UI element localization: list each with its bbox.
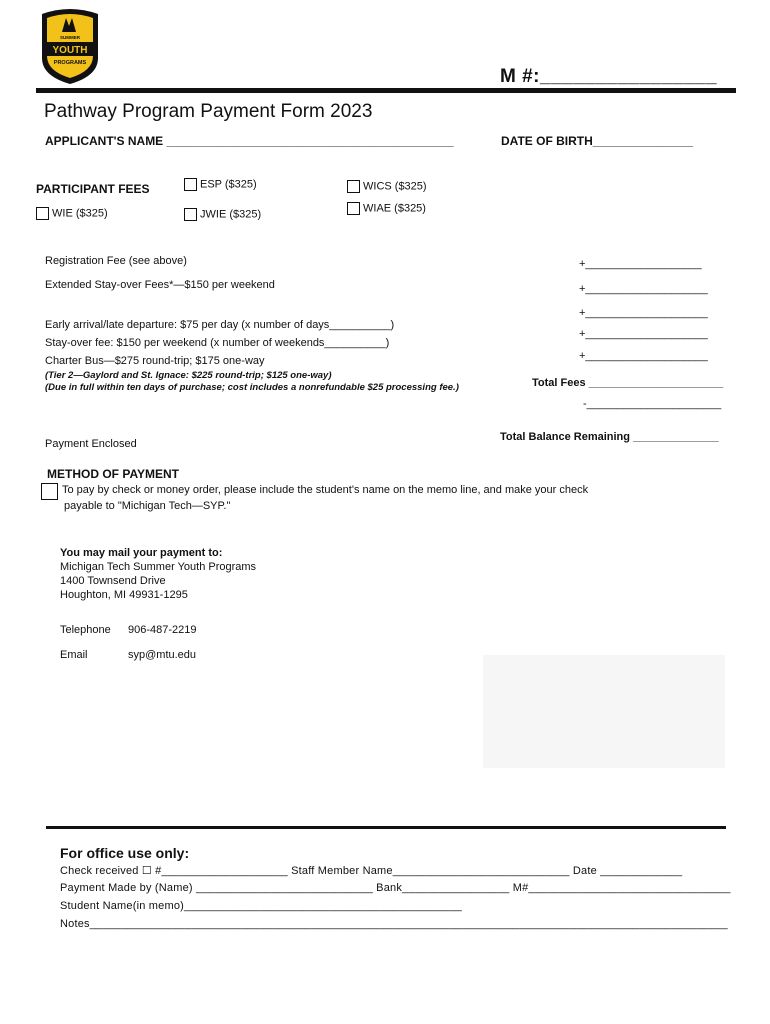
applicant-name-field[interactable]: APPLICANT'S NAME ___________________________________________	[45, 134, 454, 148]
registration-fee-label: Registration Fee (see above)	[45, 255, 187, 267]
method-of-payment-heading: METHOD OF PAYMENT	[47, 467, 180, 481]
check-payment-checkbox[interactable]	[41, 483, 58, 500]
check-received-row[interactable]: Check received ☐ #____________________ Staff Member Name____________________________ Date _____________	[60, 865, 683, 877]
mail-address-line1: Michigan Tech Summer Youth Programs	[60, 561, 257, 573]
svg-text:YOUTH: YOUTH	[52, 45, 88, 56]
wiae-checkbox[interactable]	[347, 202, 360, 215]
total-balance-field[interactable]: Total Balance Remaining ______________	[500, 431, 719, 443]
wics-option[interactable]	[347, 180, 427, 193]
mail-address-line2: 1400 Townsend Drive	[60, 575, 166, 587]
payment-minus-field[interactable]: -______________________	[583, 398, 722, 410]
esp-checkbox[interactable]	[184, 178, 197, 191]
tier-note: (Tier 2—Gaylord and St. Ignace: $225 round-trip; $125 one-way)	[45, 370, 332, 381]
blank-fee-field[interactable]: +____________________	[579, 307, 708, 319]
svg-text:PROGRAMS: PROGRAMS	[53, 60, 87, 66]
mail-heading: You may mail your payment to:	[60, 547, 223, 559]
extended-stay-field[interactable]: +____________________	[579, 283, 708, 295]
student-name-row[interactable]: Student Name(in memo)____________________________________________	[60, 900, 463, 912]
due-note: (Due in full within ten days of purchase; cost includes a nonrefundable $25 processing fee.)	[45, 382, 459, 393]
check-instructions-line1: To pay by check or money order, please include the student's name on the memo line, and make your check	[62, 484, 589, 496]
jwie-checkbox[interactable]	[184, 208, 197, 221]
stay-over-label: Stay-over fee: $150 per weekend (x number of weekends__________)	[45, 337, 390, 349]
m-number-field[interactable]: M #:________________	[500, 66, 718, 87]
esp-option[interactable]	[184, 178, 257, 191]
registration-fee-field[interactable]: +___________________	[579, 258, 702, 270]
svg-text:SUMMER: SUMMER	[60, 35, 80, 40]
jwie-option[interactable]	[184, 208, 261, 221]
telephone-label: Telephone	[60, 624, 111, 636]
jwie-label: JWIE ($325)	[200, 208, 262, 221]
telephone-value: 906-487-2219	[128, 624, 197, 636]
header-divider	[36, 88, 736, 93]
total-fees-field[interactable]: Total Fees ______________________	[532, 377, 724, 389]
office-use-heading: For office use only:	[60, 845, 190, 861]
wiae-label: WIAE ($325)	[363, 202, 426, 215]
check-instructions-line2: payable to "Michigan Tech—SYP."	[64, 500, 231, 512]
wie-label: WIE ($325)	[52, 207, 108, 220]
charter-bus-field[interactable]: +____________________	[579, 350, 708, 362]
date-of-birth-field[interactable]: DATE OF BIRTH_______________	[501, 134, 693, 148]
summer-youth-programs-logo	[38, 6, 102, 86]
wie-option[interactable]	[36, 207, 108, 220]
early-arrival-field[interactable]: +____________________	[579, 328, 708, 340]
office-divider	[46, 826, 726, 829]
wiae-option[interactable]	[347, 202, 426, 215]
wics-label: WICS ($325)	[363, 180, 427, 193]
payment-enclosed-label: Payment Enclosed	[45, 438, 137, 450]
email-value[interactable]: syp@mtu.edu	[128, 649, 197, 661]
extended-stay-label: Extended Stay-over Fees*—$150 per weekend	[45, 279, 275, 291]
signature-area[interactable]	[483, 655, 725, 768]
payment-made-by-row[interactable]: Payment Made by (Name) ____________________________ Bank_________________ M#________________________________	[60, 882, 731, 894]
wics-checkbox[interactable]	[347, 180, 360, 193]
early-arrival-label: Early arrival/late departure: $75 per day (x number of days__________)	[45, 319, 395, 331]
wie-checkbox[interactable]	[36, 207, 49, 220]
mail-address-line3: Houghton, MI 49931-1295	[60, 589, 188, 601]
participant-fees-heading: PARTICIPANT FEES	[36, 182, 150, 196]
esp-label: ESP ($325)	[200, 178, 257, 191]
notes-row[interactable]: Notes_____________________________________________________________________________________________________	[60, 918, 728, 930]
email-label: Email	[60, 649, 88, 661]
page-title: Pathway Program Payment Form 2023	[44, 101, 373, 122]
charter-bus-label: Charter Bus—$275 round-trip; $175 one-way	[45, 355, 265, 367]
